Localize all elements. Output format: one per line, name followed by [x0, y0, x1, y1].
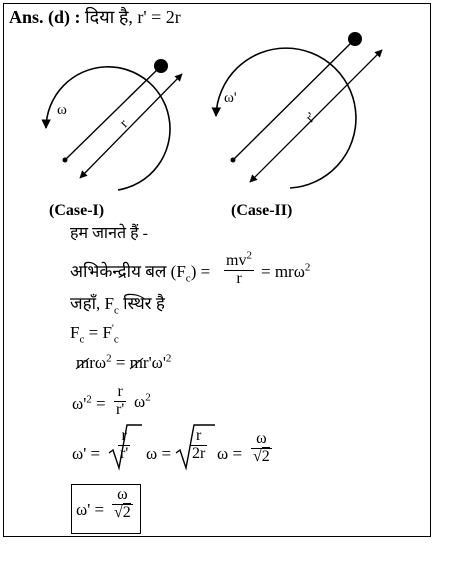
centripetal-force-rhs: [261, 263, 310, 280]
sqrt-fraction-1: [118, 428, 130, 463]
case-1-omega-label: ω: [57, 102, 67, 118]
omega-over-root2-fraction: [251, 431, 272, 466]
numerator-exponent: 2: [246, 249, 252, 262]
case-1-rotation-arc: [46, 67, 170, 190]
where-fc-constant: [70, 294, 165, 317]
fraction-numerator: mv: [226, 252, 247, 269]
where-text: जहाँ, F: [70, 294, 114, 313]
answer-header: [9, 8, 181, 26]
case-2-mass-ball: [348, 32, 362, 46]
fraction-denominator: r: [236, 269, 242, 287]
case-2-radius-label: r': [303, 110, 319, 126]
omega-prime: ω': [72, 394, 87, 413]
mv2-over-r-fraction: [224, 249, 254, 288]
centripetal-force-lhs: [70, 262, 211, 285]
final-answer-lhs: ω' =: [76, 500, 105, 519]
where-subscript: c: [114, 304, 119, 317]
ratio-numerator: r: [117, 383, 123, 400]
omega-numerator: ω: [256, 430, 267, 447]
centripetal-label: अभिकेन्द्रीय बल (F: [70, 262, 186, 281]
r-omega-left: rω: [89, 353, 107, 372]
mass-cancel-equation: [76, 354, 171, 371]
final-root-value: 2: [122, 503, 131, 521]
root2-denominator: √2: [253, 447, 270, 465]
case-2-center-dot: [231, 158, 236, 163]
omega-prime-eq-lhs: ω' =: [72, 444, 101, 463]
sqrt-fraction-2: [190, 428, 207, 463]
mass-equals: =: [115, 353, 126, 372]
case-2-radius-arrow: [250, 50, 382, 182]
given-text: दिया है,: [85, 7, 133, 27]
circular-motion-diagram: [0, 30, 460, 230]
omega-squared-rhs: [134, 393, 151, 410]
case-1-caption: (Case-I): [49, 202, 105, 219]
left-exponent: 2: [106, 352, 112, 365]
case-2-caption: (Case-II): [231, 202, 293, 219]
case-1-radius-label: r: [117, 116, 132, 131]
root2-value: 2: [261, 447, 270, 465]
omega-mid-eq-2: ω =: [217, 444, 243, 463]
r-over-r-prime-fraction: [114, 384, 126, 419]
omega-symbol: ω: [134, 392, 146, 411]
omega-mid-eq: ω =: [146, 444, 172, 463]
sqrt2-denominator: 2r: [192, 444, 206, 462]
equals-sign: =: [88, 323, 99, 342]
final-denominator: √2: [114, 503, 131, 521]
fc-right: F: [102, 323, 112, 342]
omega-equals: =: [96, 394, 106, 413]
case-1-mass-ball: [154, 59, 168, 73]
case-2-rotation-arc: [216, 48, 356, 188]
we-know-text: हम जानते हैं -: [70, 225, 148, 242]
fc-right-prime: ': [111, 322, 114, 335]
omega-prime-exp: 2: [86, 393, 92, 406]
fc-equality: [70, 322, 119, 346]
fc-left-sub: c: [79, 333, 85, 346]
omega-rhs-exp: 2: [145, 391, 151, 404]
mr-omega-text: = mrω: [261, 262, 305, 281]
r-omega-right: r'ω': [142, 353, 166, 372]
omega-squared-lhs: [72, 395, 106, 412]
omega-exponent: 2: [304, 261, 311, 274]
final-numerator: ω: [117, 486, 128, 503]
answer-label: Ans. (d) :: [9, 7, 81, 27]
cancelled-m-right: m: [129, 353, 143, 372]
sqrt2-numerator: r: [196, 427, 202, 444]
fc-right-sub: c: [113, 333, 119, 346]
constant-text: स्थिर है: [123, 294, 165, 313]
final-answer-fraction: [112, 487, 133, 522]
case-1-center-dot: [63, 158, 68, 163]
cancelled-m-left: m: [76, 353, 90, 372]
right-exponent: 2: [165, 352, 172, 365]
sqrt1-denominator: r': [120, 444, 129, 462]
case-1-figure: [46, 59, 182, 190]
centripetal-subscript: c: [185, 272, 191, 285]
case-2-omega-label: ω': [224, 90, 237, 106]
case-1-radius-arrow: [80, 74, 182, 178]
ratio-denominator: r': [116, 400, 125, 418]
given-equation: r' = 2r: [137, 7, 181, 27]
sqrt1-numerator: r: [121, 427, 127, 444]
case-2-figure: [216, 32, 382, 188]
fc-left: F: [70, 323, 80, 342]
centripetal-close: ) =: [190, 262, 211, 281]
